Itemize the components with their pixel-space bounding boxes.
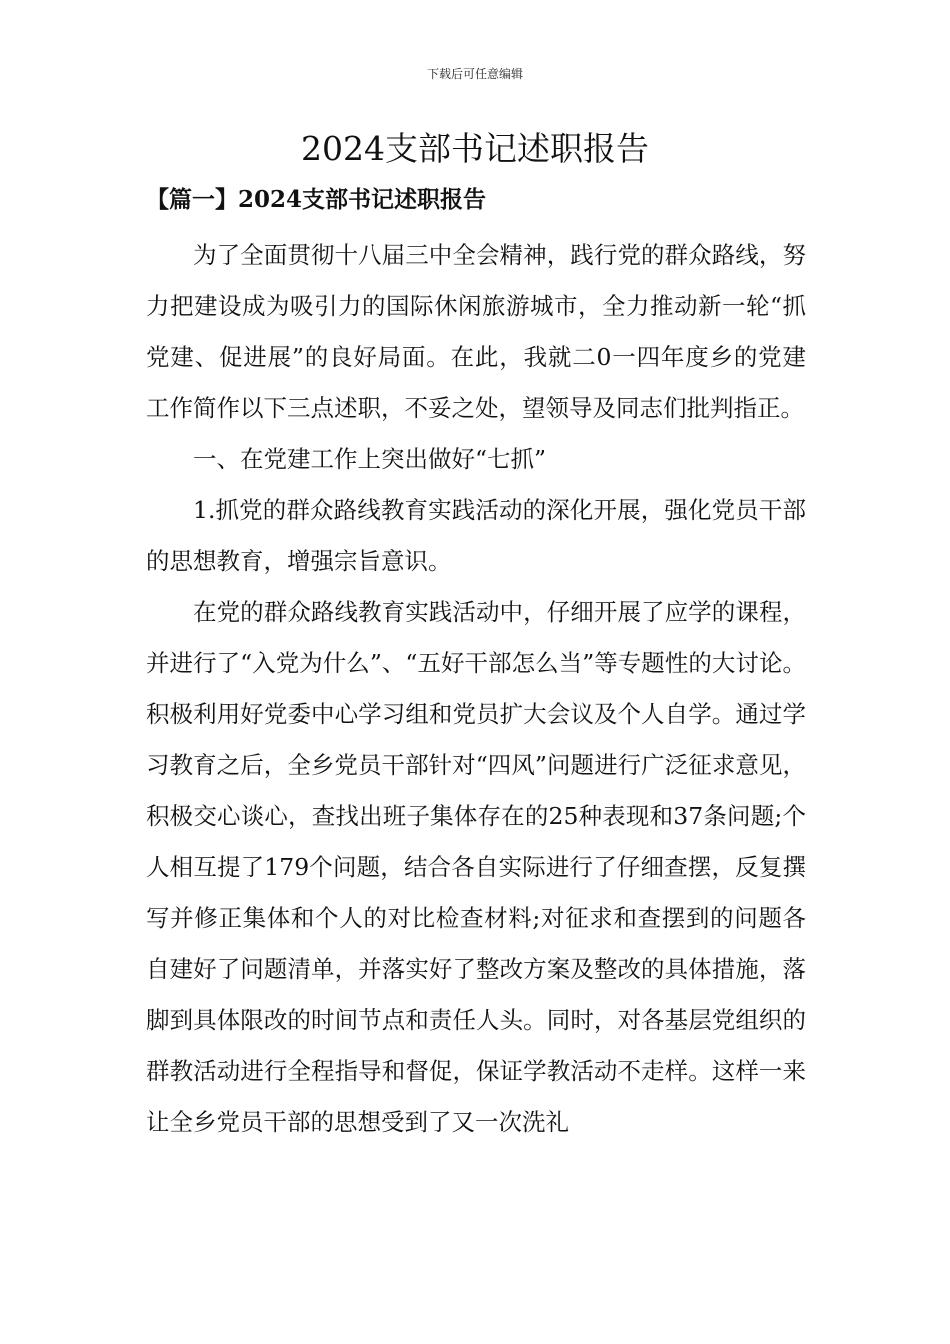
page-header-note: 下载后可任意编辑	[426, 67, 523, 81]
paragraph-item-1: 1.抓党的群众路线教育实践活动的深化开展，强化党员干部的思想教育，增强宗旨意识。	[146, 496, 806, 575]
section-heading: 【篇一】2024支部书记述职报告	[146, 186, 487, 213]
document-body	[146, 230, 806, 1148]
paragraph-intro: 为了全面贯彻十八届三中全会精神，践行党的群众路线，努力把建设成为吸引力的国际休闲旅游城市，全力推动新一轮“抓党建、促进展”的良好局面。在此，我就二0一四年度乡的党建工作简作以下三点述职，不妥之处，望领导及同志们批判指正。	[146, 241, 806, 422]
document-title: 2024支部书记述职报告	[301, 129, 649, 168]
paragraph-subheading: 一、在党建工作上突出做好“七抓”	[193, 445, 547, 473]
paragraph-detail: 在党的群众路线教育实践活动中，仔细开展了应学的课程，并进行了“入党为什么”、“五好干部怎么当”等专题性的大讨论。积极利用好党委中心学习组和党员扩大会议及个人自学。通过学习教育之后，全乡党员干部针对“四风”问题进行广泛征求意见，积极交心谈心，查找出班子集体存在的25种表现和37条问题;个人相互提了179个问题，结合各自实际进行了仔细查摆，反复撰写并修正集体和个人的对比检查材料;对征求和查摆到的问题各自建好了问题清单，并落实好了整改方案及整改的具体措施，落脚到具体限改的时间节点和责任人头。同时，对各基层党组织的群教活动进行全程指导和督促，保证学教活动不走样。这样一来让全乡党员干部的思想受到了又一次洗礼	[146, 598, 806, 1136]
